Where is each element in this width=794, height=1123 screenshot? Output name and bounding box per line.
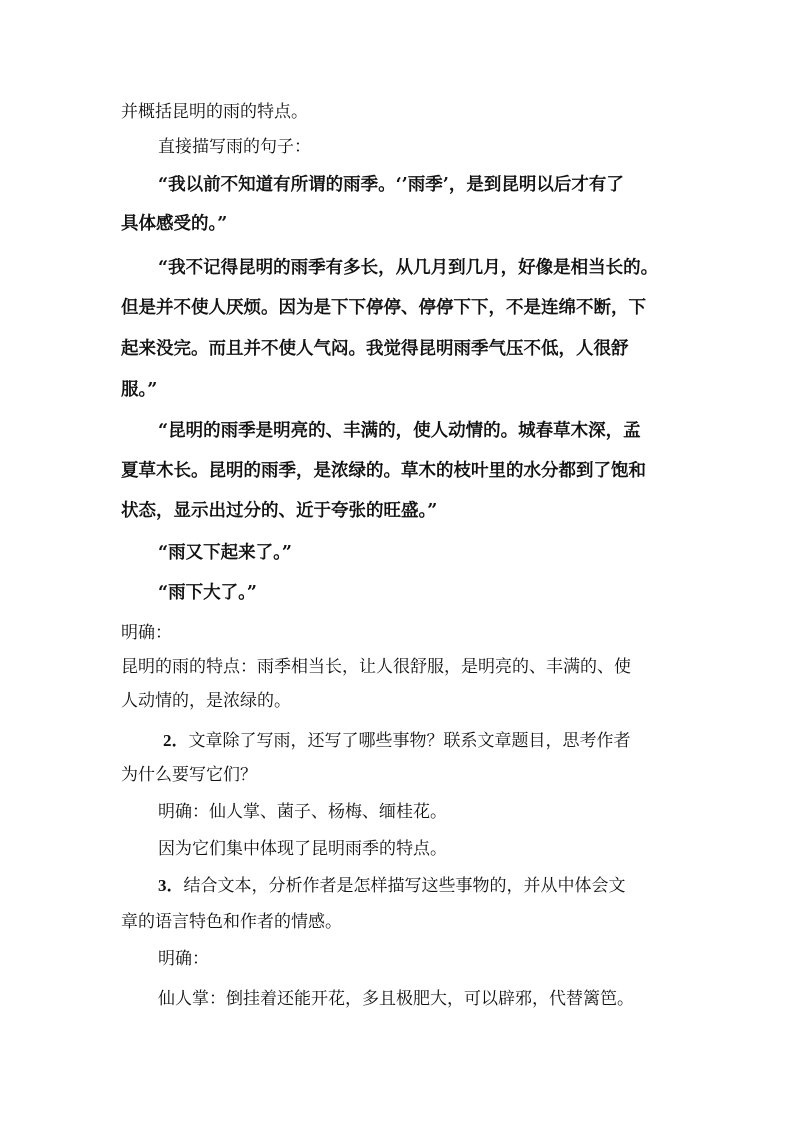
text-line: 昆明的雨的特点：雨季相当长，让人很舒服，是明亮的、丰满的、使 bbox=[121, 657, 631, 677]
question-number: 3． bbox=[158, 876, 184, 895]
quote-line: “雨又下起来了。” bbox=[158, 543, 292, 563]
text-line: 明确： bbox=[121, 623, 172, 643]
text-line: 人动情的，是浓绿的。 bbox=[121, 691, 291, 711]
quote-line: 服。” bbox=[121, 380, 158, 400]
quote-line: “我以前不知道有所谓的雨季。‘’雨季’，是到昆明以后才有了 bbox=[158, 175, 624, 195]
quote-line: 状态，显示出过分的、近于夸张的旺盛。” bbox=[121, 501, 438, 521]
text-line: 为什么要写它们？ bbox=[121, 765, 257, 785]
text-line: 因为它们集中体现了昆明雨季的特点。 bbox=[158, 839, 447, 859]
text-line: 直接描写雨的句子： bbox=[158, 137, 311, 157]
quote-line: 但是并不使人厌烦。因为是下下停停、停停下下，不是连绵不断，下 bbox=[121, 298, 646, 318]
text-line: 并概括昆明的雨的特点。 bbox=[121, 102, 308, 122]
question-number: 2． bbox=[163, 731, 189, 750]
question-line bbox=[163, 729, 631, 753]
quote-line: “我不记得昆明的雨季有多长，从几月到几月，好像是相当长的。 bbox=[158, 258, 659, 278]
quote-line: “雨下大了。” bbox=[158, 583, 257, 603]
quote-line: “昆明的雨季是明亮的、丰满的，使人动情的。城春草木深，孟 bbox=[158, 421, 641, 441]
text-line: 明确： bbox=[158, 949, 209, 969]
question-text: 结合文本，分析作者是怎样描写这些事物的，并从中体会文 bbox=[183, 876, 626, 896]
text-line: 章的语言特色和作者的情感。 bbox=[121, 912, 342, 932]
quote-line: 具体感受的。” bbox=[121, 214, 228, 234]
quote-line: 夏草木长。昆明的雨季，是浓绿的。草木的枝叶里的水分都到了饱和 bbox=[121, 461, 646, 481]
text-line: 仙人掌：倒挂着还能开花，多且极肥大，可以辟邪，代替篱笆。 bbox=[158, 989, 634, 1009]
question-line bbox=[158, 874, 626, 898]
quote-line: 起来没完。而且并不使人气闷。我觉得昆明雨季气压不低，人很舒 bbox=[121, 339, 629, 359]
question-text: 文章除了写雨，还写了哪些事物？联系文章题目，思考作者 bbox=[188, 731, 631, 751]
text-line: 明确：仙人掌、菌子、杨梅、缅桂花。 bbox=[158, 802, 447, 822]
